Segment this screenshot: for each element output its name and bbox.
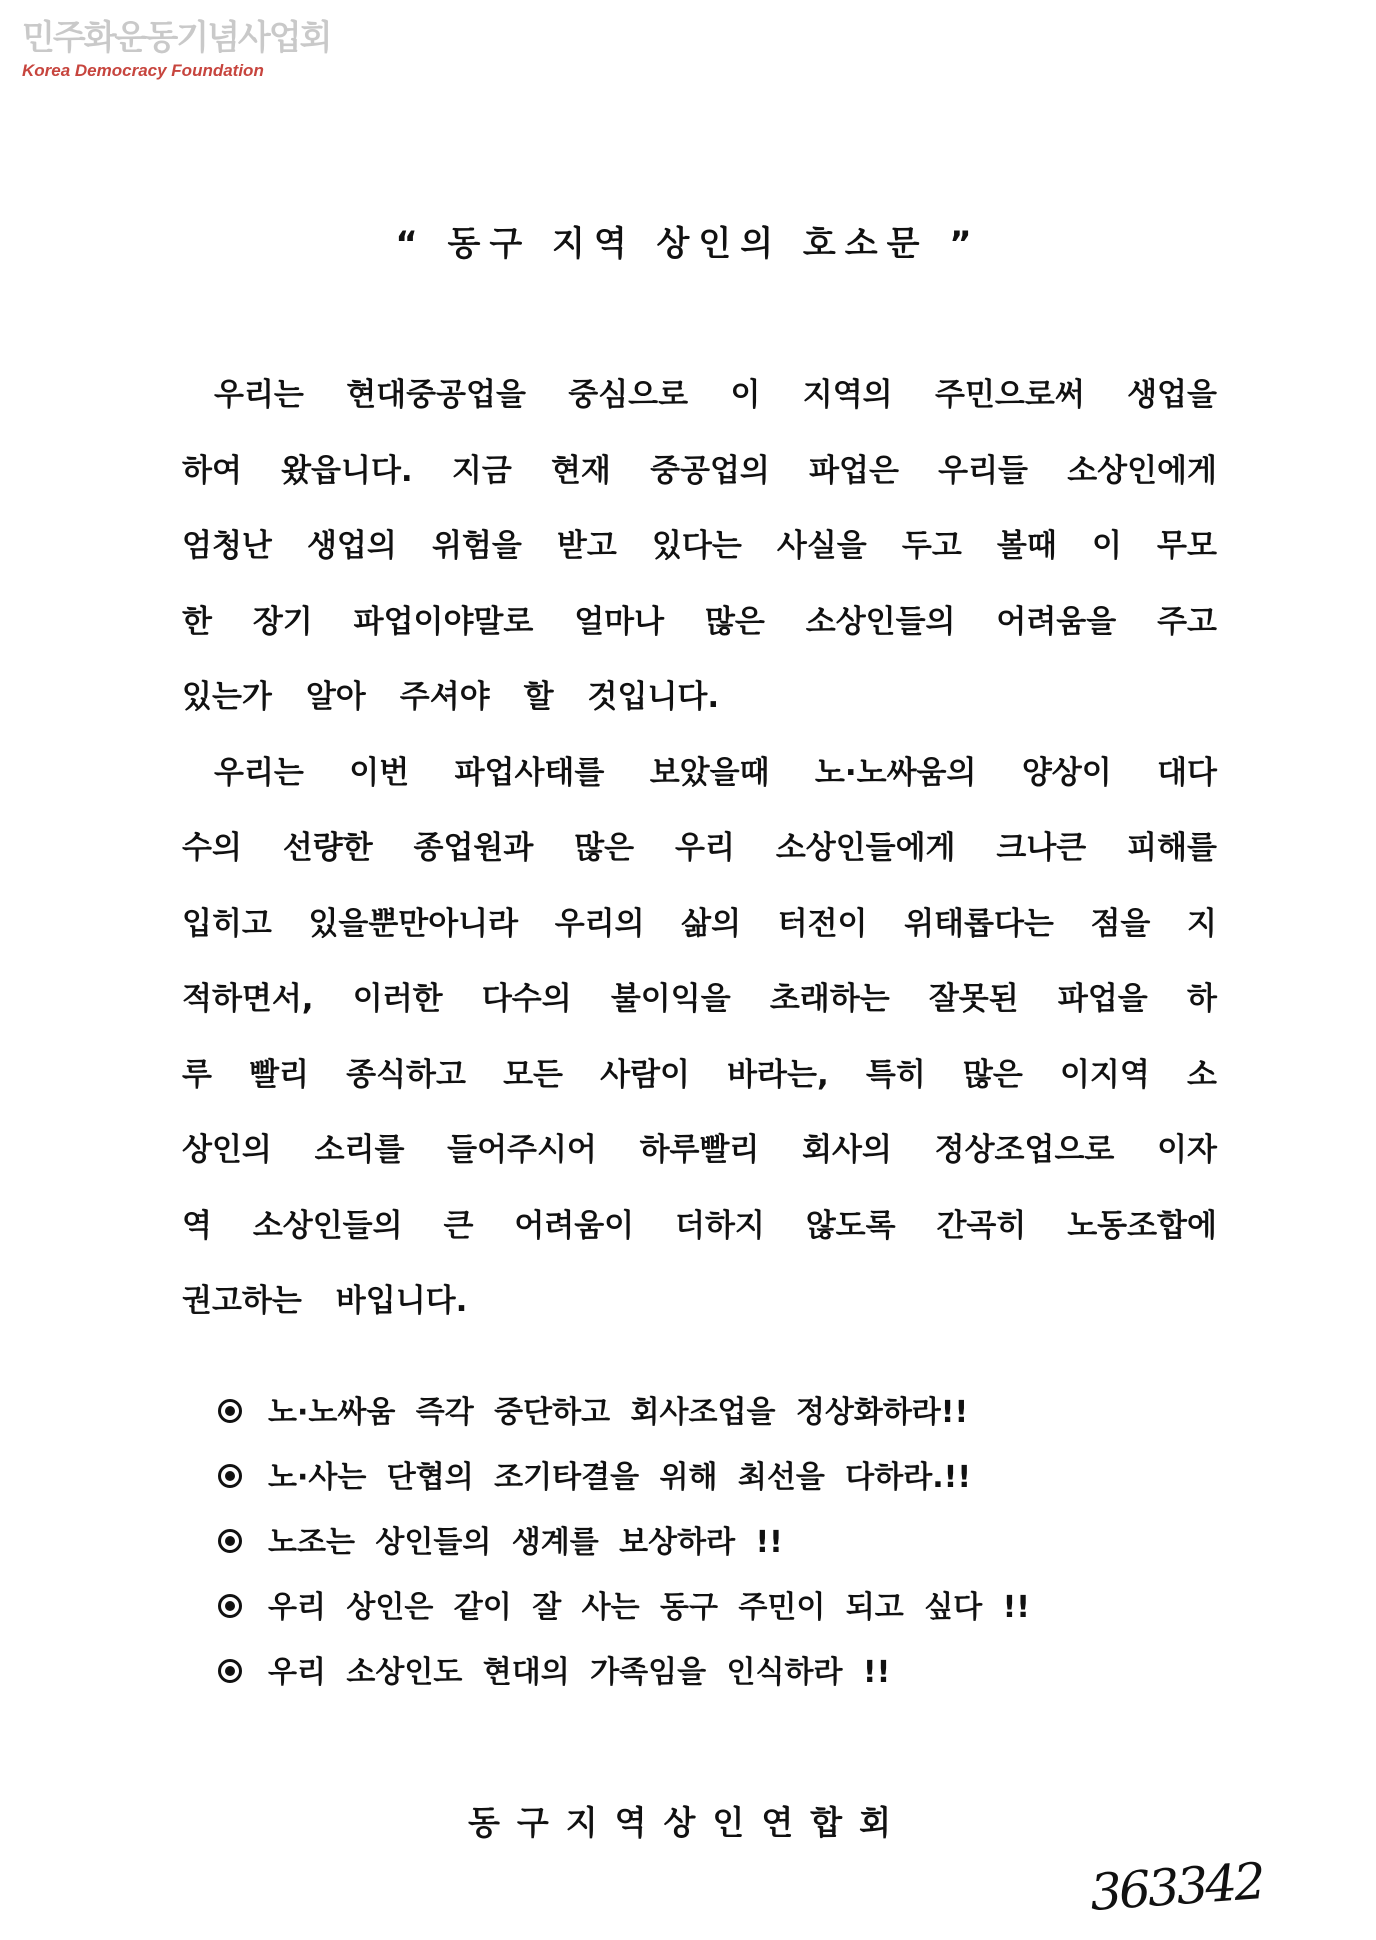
word: 노동조합에 <box>1067 1207 1217 1244</box>
word: 빨리 <box>249 1056 309 1093</box>
paragraph-line <box>182 811 1217 887</box>
word: 받고 <box>556 528 617 564</box>
word: 크나큰 <box>996 830 1087 866</box>
word: 보았을때 <box>649 754 770 791</box>
word: 지금 <box>451 452 512 489</box>
word: 것입니다. <box>587 679 720 715</box>
paragraph-line <box>182 1264 1217 1340</box>
word: 많은 <box>962 1056 1023 1093</box>
word: 하루빨리 <box>639 1132 760 1168</box>
slogan-text: 우리 소상인도 현대의 가족임을 인식하라 !! <box>268 1655 891 1690</box>
word: 상인의 <box>182 1132 272 1168</box>
word: 있다는 <box>651 528 742 564</box>
word: 생업을 <box>1127 377 1217 413</box>
bullseye-bullet-icon <box>218 1594 242 1618</box>
foundation-watermark <box>22 18 330 82</box>
signature: 동구지역상인연합회 <box>468 1803 908 1842</box>
paragraph-line <box>182 1189 1217 1265</box>
word: 중공업의 <box>650 452 770 489</box>
word: 파업을 <box>1057 981 1148 1017</box>
word: 불이익을 <box>610 981 731 1017</box>
word: 큰 <box>443 1207 474 1244</box>
word: 현재 <box>550 452 611 489</box>
word: 우리들 <box>938 452 1028 489</box>
word: 이 <box>1091 528 1122 564</box>
slogan-text: 노조는 상인들의 생계를 보상하라 !! <box>268 1525 783 1560</box>
slogan-item <box>218 1640 1030 1705</box>
slogan-text: 노·노싸움 즉각 중단하고 회사조업을 정상화하라!! <box>268 1395 969 1430</box>
word: 있는가 <box>182 679 272 715</box>
word: 수의 <box>182 830 242 866</box>
word: 할 <box>523 679 554 715</box>
paragraph-line <box>182 962 1217 1038</box>
word: 이 <box>730 377 761 413</box>
word: 소리를 <box>314 1132 405 1168</box>
word: 적하면서, <box>182 981 314 1017</box>
paragraph-line <box>182 887 1217 963</box>
word: 위태롭다는 <box>904 905 1054 942</box>
word: 파업이야말로 <box>353 603 534 640</box>
word: 대다 <box>1157 754 1217 791</box>
word: 잘못된 <box>928 981 1019 1017</box>
word: 하여 <box>182 452 242 489</box>
bullseye-bullet-icon <box>218 1399 242 1423</box>
word: 소상인들에게 <box>775 830 956 866</box>
word: 어려움이 <box>514 1207 635 1244</box>
word: 선량한 <box>282 830 373 866</box>
paragraph-line <box>182 358 1217 434</box>
word: 않도록 <box>805 1207 896 1244</box>
word: 현대중공업을 <box>346 377 526 413</box>
word: 볼때 <box>996 528 1057 564</box>
document-body <box>182 358 1217 1340</box>
word: 엄청난 <box>182 528 272 564</box>
word: 소상인에게 <box>1067 452 1217 489</box>
word: 소상인들의 <box>805 603 956 640</box>
word: 우리는 <box>214 377 304 413</box>
word: 생업의 <box>306 528 397 564</box>
word: 우리 <box>675 830 735 866</box>
word: 사람이 <box>600 1056 690 1093</box>
word: 한 <box>182 603 212 640</box>
slogan-item <box>218 1510 1030 1575</box>
slogan-list <box>218 1380 1030 1705</box>
slogan-item <box>218 1445 1030 1510</box>
word: 루 <box>182 1056 212 1093</box>
word: 있을뿐만아니라 <box>308 905 519 942</box>
paragraph-line <box>182 509 1217 585</box>
word: 이러한 <box>352 981 443 1017</box>
word: 들어주시어 <box>447 1132 597 1168</box>
paragraph-line <box>182 660 1217 736</box>
watermark-korean: 민주화운동기념사업회 <box>22 18 331 58</box>
word: 소 <box>1186 1056 1217 1093</box>
slogan-text: 노·사는 단협의 조기타결을 위해 최선을 다하라.!! <box>268 1460 971 1495</box>
word: 하 <box>1186 981 1217 1017</box>
word: 특히 <box>865 1056 926 1093</box>
paragraph-line <box>182 1038 1217 1114</box>
word: 정상조업으로 <box>934 1132 1115 1168</box>
word: 다수의 <box>481 981 572 1017</box>
word: 지역의 <box>802 377 893 413</box>
word: 파업사태를 <box>454 754 605 791</box>
word: 역 <box>182 1207 212 1244</box>
bullseye-bullet-icon <box>218 1529 242 1553</box>
word: 많은 <box>704 603 765 640</box>
word: 바라는, <box>727 1056 829 1093</box>
word: 주민으로써 <box>935 377 1085 413</box>
paragraph-line <box>182 585 1217 661</box>
word: 우리는 <box>214 754 304 791</box>
word: 지 <box>1186 905 1217 942</box>
word: 노·노싸움의 <box>814 754 977 791</box>
word: 점을 <box>1090 905 1151 942</box>
word: 중심으로 <box>568 377 689 413</box>
word: 왔읍니다. <box>281 452 413 489</box>
word: 사실을 <box>776 528 867 564</box>
word: 삶의 <box>681 905 742 942</box>
word: 주고 <box>1157 603 1217 640</box>
word: 많은 <box>574 830 635 866</box>
word: 입히고 <box>182 905 272 942</box>
bullseye-bullet-icon <box>218 1464 242 1488</box>
word: 모든 <box>503 1056 563 1093</box>
word: 양상이 <box>1021 754 1112 791</box>
slogan-item <box>218 1575 1030 1640</box>
word: 더하지 <box>675 1207 765 1244</box>
word: 종식하고 <box>346 1056 466 1093</box>
word: 얼마나 <box>574 603 665 640</box>
word: 무모 <box>1157 528 1217 564</box>
word: 알아 <box>305 679 366 715</box>
word: 장기 <box>252 603 313 640</box>
paragraph-line <box>182 434 1217 510</box>
handwritten-archive-number: 363342 <box>1088 1852 1265 1922</box>
word: 바입니다. <box>335 1283 468 1319</box>
bullseye-bullet-icon <box>218 1659 242 1683</box>
word: 이자 <box>1157 1132 1217 1168</box>
word: 파업은 <box>809 452 899 489</box>
document-title: “ 동구 지역 상인의 호소문 ” <box>395 224 981 264</box>
word: 회사의 <box>802 1132 892 1168</box>
watermark-english: Korea Democracy Foundation <box>22 61 264 80</box>
word: 종업원과 <box>413 830 534 866</box>
word: 터전이 <box>777 905 868 942</box>
paragraph-line <box>182 736 1217 812</box>
paragraph-line <box>182 1113 1217 1189</box>
word: 이번 <box>349 754 410 791</box>
word: 피해를 <box>1127 830 1217 866</box>
word: 위험을 <box>431 528 522 564</box>
word: 소상인들의 <box>252 1207 403 1244</box>
word: 간곡히 <box>936 1207 1027 1244</box>
word: 어려움을 <box>996 603 1117 640</box>
word: 두고 <box>901 528 962 564</box>
word: 우리의 <box>554 905 645 942</box>
slogan-item <box>218 1380 1030 1445</box>
word: 주셔야 <box>399 679 490 715</box>
word: 이지역 <box>1059 1056 1150 1093</box>
slogan-text: 우리 상인은 같이 잘 사는 동구 주민이 되고 싶다 !! <box>268 1590 1030 1625</box>
word: 초래하는 <box>769 981 890 1017</box>
word: 권고하는 <box>182 1283 302 1319</box>
